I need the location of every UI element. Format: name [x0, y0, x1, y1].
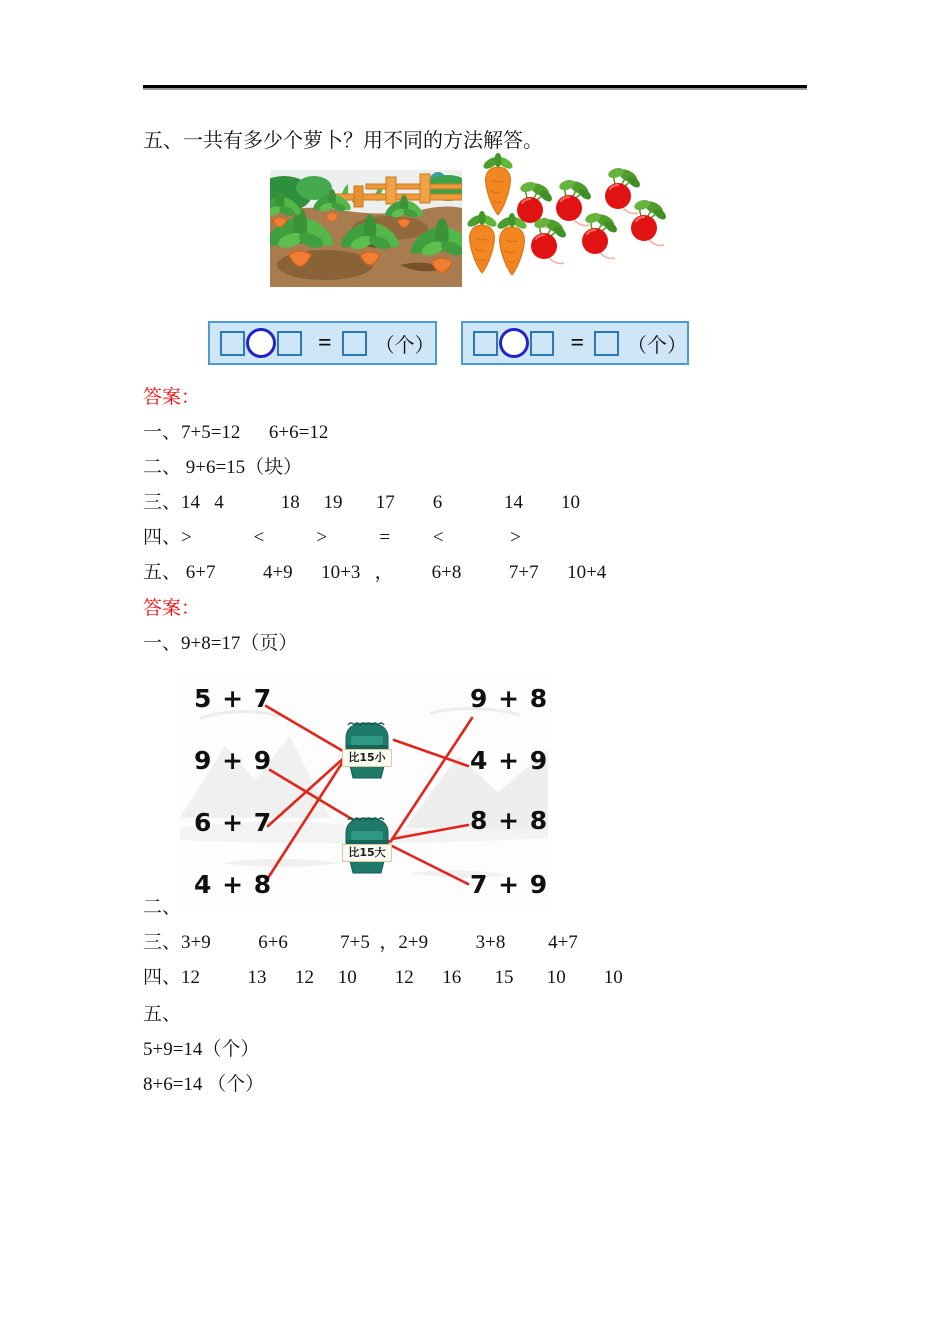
match-line-big-8p8 — [392, 825, 468, 839]
match-expr-left-3: 6 + 7 — [194, 808, 273, 837]
equation-box-2 — [461, 321, 689, 365]
answer1-line3: 三、14 4 18 19 17 6 14 10 — [143, 492, 581, 513]
match-expr-right-1: 9 + 8 — [470, 684, 549, 713]
match-line-4p8-small — [268, 760, 344, 878]
answer2-line1: 一、9+8=17（页） — [143, 633, 298, 654]
operator-circle — [499, 328, 529, 358]
carrot-icon — [496, 213, 529, 275]
basket-icon — [341, 811, 393, 875]
equals-sign: = — [570, 329, 585, 356]
answer-square — [473, 331, 498, 356]
carrot-icon — [482, 153, 515, 215]
vegetables-illustration — [460, 148, 695, 296]
answer-square — [220, 331, 245, 356]
answer1-line1: 一、7+5=12 6+6=12 — [143, 422, 329, 443]
answer2-line2: 二、 — [143, 897, 182, 918]
radish-icon — [631, 198, 668, 245]
garden-illustration — [270, 170, 462, 287]
answer1-line2: 二、 9+6=15（块） — [143, 457, 303, 478]
match-expr-left-4: 4 + 8 — [194, 870, 273, 899]
result-square — [342, 331, 367, 356]
answer1-line4: 四、> < > = < > — [143, 527, 521, 548]
radish-icon — [531, 216, 568, 263]
answer1-line5: 五、 6+7 4+9 10+3 ， 6+8 7+7 10+4 — [143, 562, 607, 583]
fence-rail — [366, 184, 462, 189]
match-expr-right-3: 8 + 8 — [470, 806, 549, 835]
match-expr-right-2: 4 + 9 — [470, 746, 549, 775]
carrot-icon — [466, 211, 499, 273]
operator-circle — [246, 328, 276, 358]
basket-greater-label: 比15大 — [342, 844, 392, 862]
answers-label-2: 答案： — [143, 598, 201, 619]
top-divider-rule — [143, 85, 807, 88]
unit-label: （个） — [374, 334, 435, 357]
equals-sign: = — [318, 329, 332, 356]
matching-figure — [180, 678, 548, 906]
match-line-5p7-small — [266, 706, 348, 754]
basket-less-than-15 — [341, 716, 393, 780]
answer2-line7: 8+6=14 （个） — [143, 1074, 265, 1095]
radish-icon — [582, 211, 619, 258]
basket-icon — [341, 716, 393, 780]
result-square — [594, 331, 619, 356]
question-title: 五、一共有多少个萝卜？用不同的方法解答。 — [143, 130, 543, 152]
match-line-small-4p9 — [394, 740, 468, 766]
basket-greater-than-15 — [341, 811, 393, 875]
answer2-line6: 5+9=14（个） — [143, 1039, 260, 1060]
answer2-line3: 三、3+9 6+6 7+5 ，2+9 3+8 4+7 — [143, 932, 578, 953]
answer-square — [277, 331, 302, 356]
answer2-line5: 五、 — [143, 1004, 182, 1025]
equation-box-1 — [208, 321, 437, 365]
answer-square — [530, 331, 555, 356]
answer2-line4: 四、12 13 12 10 12 16 15 10 10 — [143, 967, 623, 988]
match-expr-left-1: 5 + 7 — [194, 684, 273, 713]
match-expr-left-2: 9 + 9 — [194, 746, 273, 775]
answers-label-1: 答案： — [143, 387, 201, 408]
match-line-big-7p9 — [392, 846, 468, 884]
match-line-9p8-big — [391, 718, 472, 841]
match-expr-right-4: 7 + 9 — [470, 870, 549, 899]
basket-less-label: 比15小 — [342, 749, 392, 767]
unit-label: （个） — [626, 334, 687, 357]
